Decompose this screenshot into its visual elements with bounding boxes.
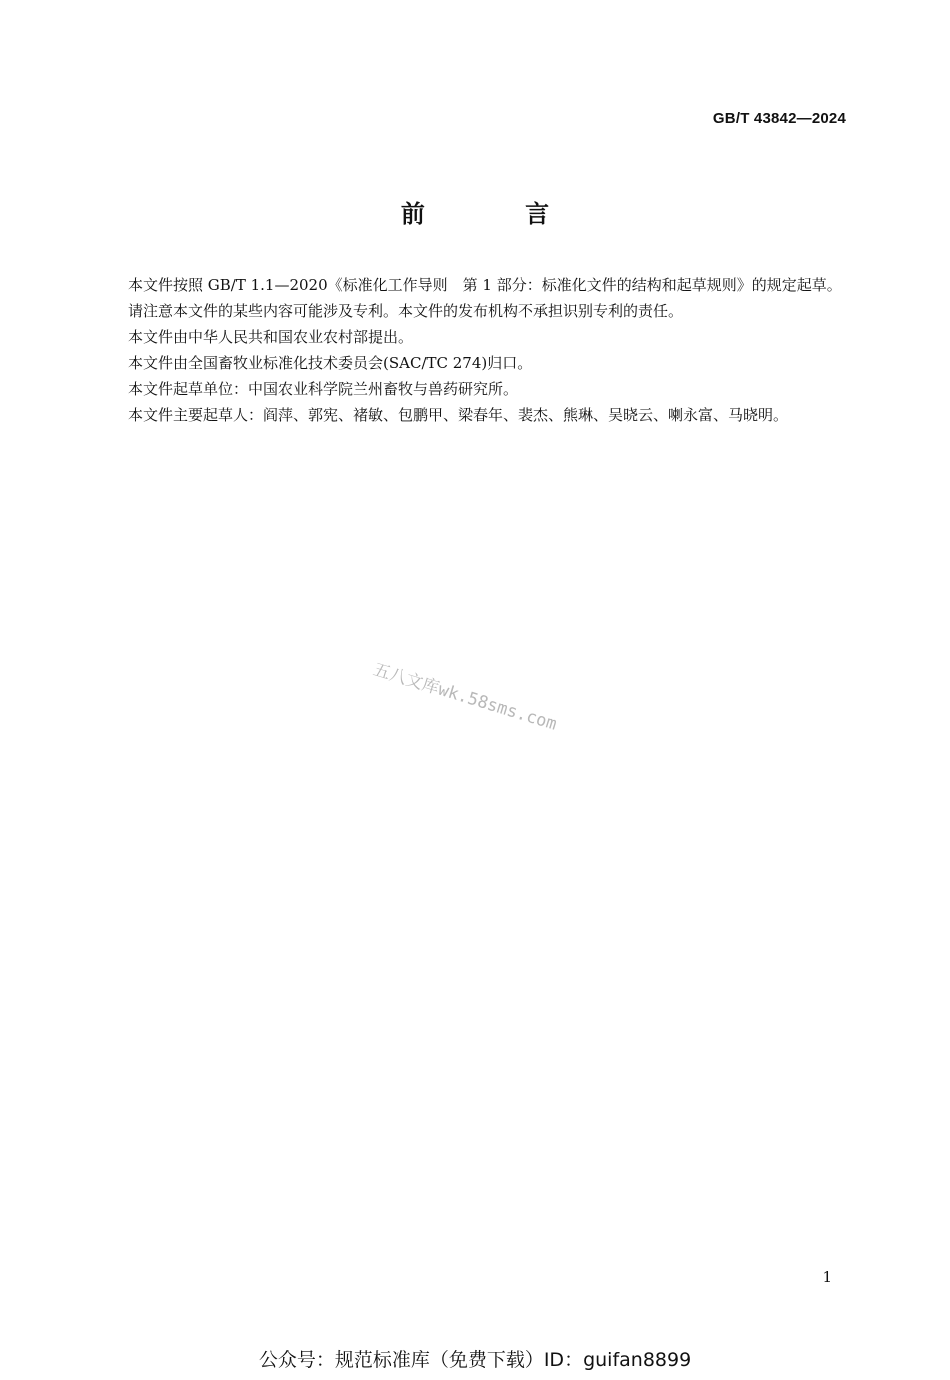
page-number: 1 [822, 1268, 832, 1286]
paragraph-technical-committee: 本文件由全国畜牧业标准化技术委员会(SAC/TC 274)归口。 [128, 354, 533, 372]
paragraph-drafting-basis: 本文件按照 GB/T 1.1—2020《标准化工作导则 第 1 部分：标准化文件的结构和起草规则》的规定起草。 [128, 276, 842, 294]
footer-note: 公众号：规范标准库（免费下载）ID：guifan8899 [258, 1349, 692, 1371]
paragraph-drafters: 本文件主要起草人：阎萍、郭宪、褚敏、包鹏甲、梁春年、裴杰、熊琳、吴晓云、喇永富、马晓明。 [128, 406, 789, 424]
paragraph-proposer: 本文件由中华人民共和国农业农村部提出。 [128, 328, 414, 346]
paragraph-drafting-units: 本文件起草单位：中国农业科学院兰州畜牧与兽药研究所。 [128, 380, 519, 398]
preface-body [97, 272, 849, 428]
standard-code: GB/T 43842—2024 [712, 110, 846, 127]
paragraph-patent-notice: 请注意本文件的某些内容可能涉及专利。本文件的发布机构不承担识别专利的责任。 [128, 302, 684, 320]
page-title: 前 言 [400, 200, 596, 228]
watermark-text: 五八文库wk.58sms.com [370, 659, 560, 735]
